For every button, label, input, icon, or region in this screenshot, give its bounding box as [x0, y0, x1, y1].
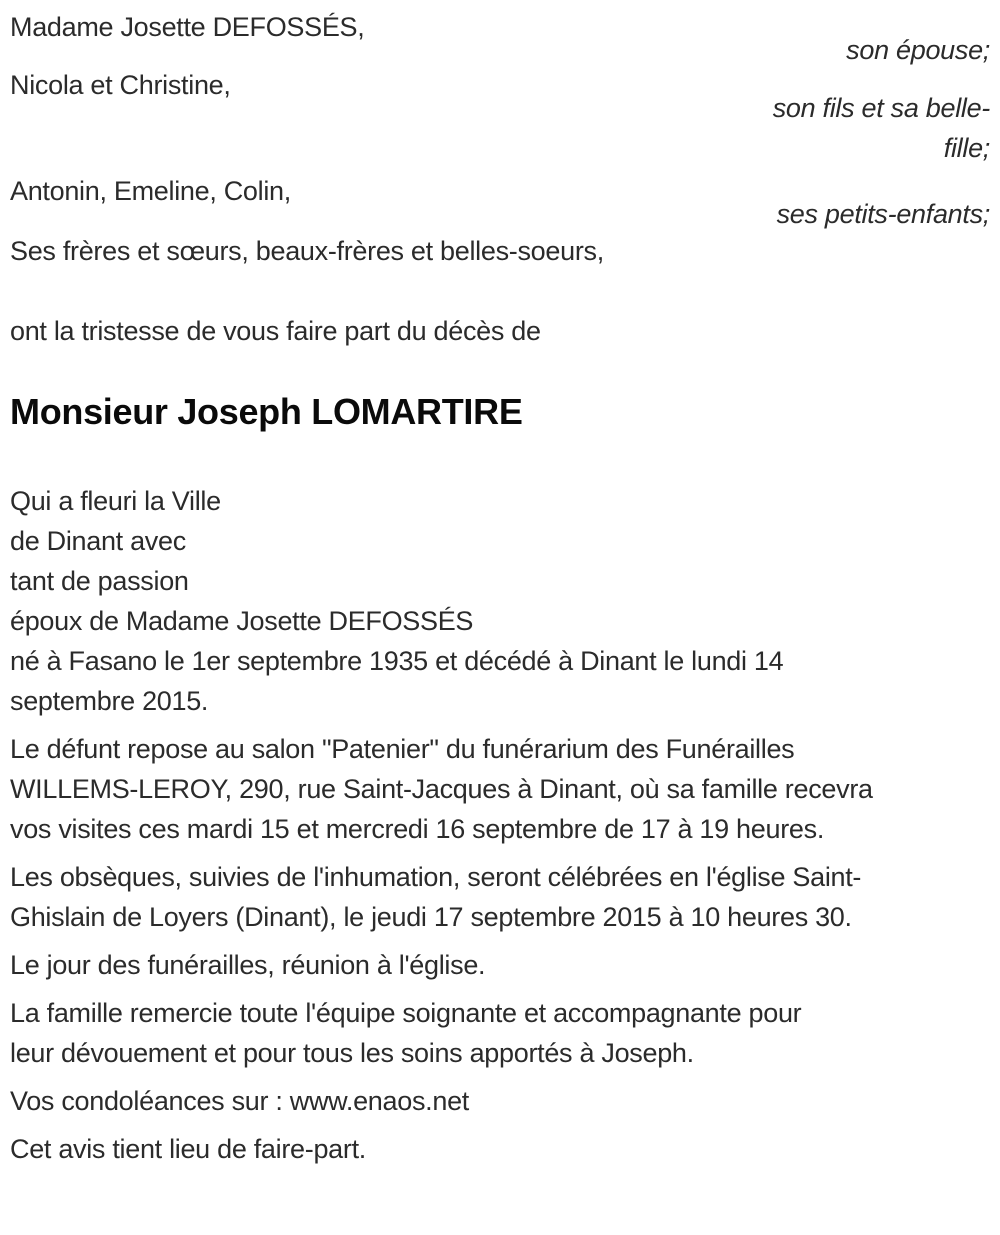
intro-line: ont la tristesse de vous faire part du décès de [10, 316, 541, 346]
deceased-name: Monsieur Joseph LOMARTIRE [10, 391, 523, 432]
paragraph-line: né à Fasano le 1er septembre 1935 et décédé à Dinant le lundi 14 [10, 646, 784, 676]
family-entry [10, 7, 990, 70]
family-member-name: Nicola et Christine, [10, 70, 231, 100]
paragraph-line: vos visites ces mardi 15 et mercredi 16 septembre de 17 à 19 heures. [10, 814, 825, 844]
paragraph-birth-death [10, 641, 990, 721]
family-member-relation: ses petits-enfants; [776, 199, 990, 229]
paragraph-line: Les obsèques, suivies de l'inhumation, seront célébrées en l'église Saint- [10, 862, 862, 892]
family-section [10, 7, 990, 271]
family-entry [10, 65, 990, 168]
family-closing-line: Ses frères et sœurs, beaux-frères et belles-soeurs, [10, 236, 604, 266]
tribute-line: de Dinant avec [10, 526, 186, 556]
tribute-line: Qui a fleuri la Ville [10, 486, 221, 516]
tribute-block [10, 481, 990, 641]
paragraph-line: Le défunt repose au salon "Patenier" du funérarium des Funérailles [10, 734, 795, 764]
paragraph-reunion: Le jour des funérailles, réunion à l'église. [10, 950, 486, 980]
paragraph-line: leur dévouement et pour tous les soins apportés à Joseph. [10, 1038, 694, 1068]
paragraph-line: Ghislain de Loyers (Dinant), le jeudi 17 septembre 2015 à 10 heures 30. [10, 902, 852, 932]
paragraph-condoleances: Vos condoléances sur : www.enaos.net [10, 1086, 469, 1116]
paragraph-repose [10, 729, 990, 849]
paragraph-obseques [10, 857, 990, 937]
family-member-name: Antonin, Emeline, Colin, [10, 176, 291, 206]
family-entry [10, 171, 990, 234]
paragraph-remerciement [10, 993, 990, 1073]
family-member-relation: son fils et sa belle-fille; [772, 93, 990, 163]
paragraph-line: La famille remercie toute l'équipe soignante et accompagnante pour [10, 998, 802, 1028]
family-member-name: Madame Josette DEFOSSÉS, [10, 12, 365, 42]
paragraph-line: WILLEMS-LEROY, 290, rue Saint-Jacques à Dinant, où sa famille recevra [10, 774, 873, 804]
family-member-relation: son épouse; [846, 35, 990, 65]
paragraph-faire-part: Cet avis tient lieu de faire-part. [10, 1134, 366, 1164]
tribute-line: tant de passion [10, 566, 189, 596]
tribute-line: époux de Madame Josette DEFOSSÉS [10, 606, 474, 636]
paragraph-line: septembre 2015. [10, 686, 209, 716]
